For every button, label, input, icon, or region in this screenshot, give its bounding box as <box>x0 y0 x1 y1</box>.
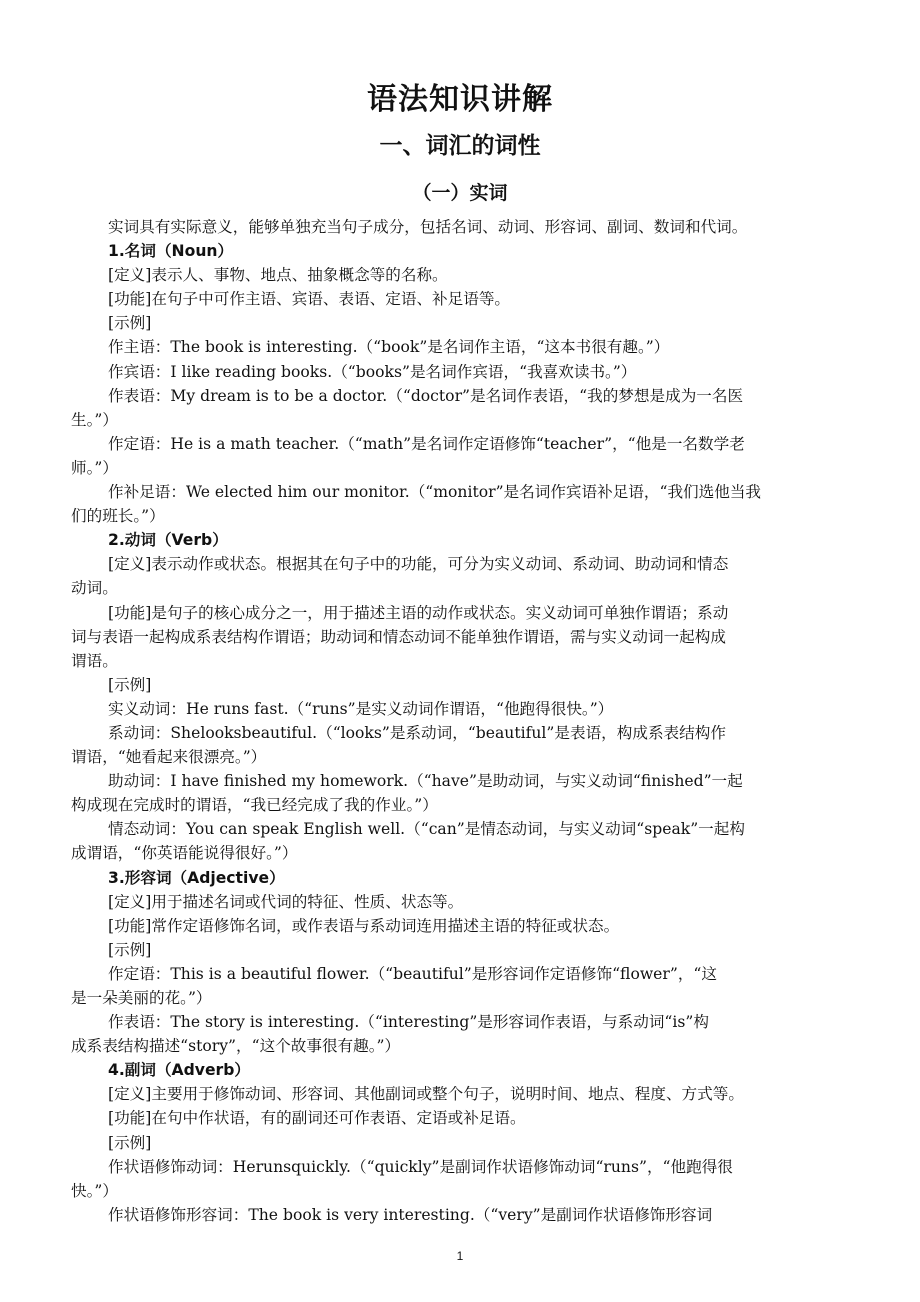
noun-example-attributive: 作定语：He is a math teacher.（“math”是名词作定语修饰“teacher”，“他是一名数学老 <box>108 434 745 453</box>
noun-example-object: 作宾语：I like reading books.（“books”是名词作宾语，“我喜欢读书。”） <box>108 362 637 381</box>
verb-heading: 2.动词（Verb） <box>108 531 228 550</box>
adjective-examples-label: [示例] <box>108 940 152 959</box>
adverb-function: [功能]在句中作状语，有的副词还可作表语、定语或补足语。 <box>108 1109 526 1128</box>
adjective-example-attributive: 作定语：This is a beautiful flower.（“beautiful”是形容词作定语修饰“flower”，“这 <box>108 964 718 983</box>
adverb-examples-label: [示例] <box>108 1133 152 1152</box>
adverb-definition: [定义]主要用于修饰动词、形容词、其他副词或整个句子，说明时间、地点、程度、方式等。 <box>108 1085 744 1104</box>
noun-examples-label: [示例] <box>108 314 152 333</box>
adjective-example-predicative-cont: 成系表结构描述“story”，“这个故事很有趣。”） <box>71 1037 401 1056</box>
verb-function-cont-1: 词与表语一起构成系表结构作谓语；助动词和情态动词不能单独作谓语，需与实义动词一起构成 <box>71 627 726 646</box>
verb-definition-cont: 动词。 <box>71 579 118 598</box>
subsection-title: （一）实词 <box>412 182 508 204</box>
document-title: 语法知识讲解 <box>367 82 553 117</box>
adverb-example-verb-cont: 快。”） <box>71 1181 118 1200</box>
verb-example-auxiliary: 助动词：I have finished my homework.（“have”是助动词，与实义动词“finished”一起 <box>108 772 743 791</box>
noun-example-predicative-cont: 生。”） <box>71 410 118 429</box>
page-number: 1 <box>456 1249 464 1263</box>
adjective-definition: [定义]用于描述名词或代词的特征、性质、状态等。 <box>108 892 464 911</box>
section-title: 一、词汇的词性 <box>379 133 541 159</box>
adverb-example-adjective: 作状语修饰形容词：The book is very interesting.（“very”是副词作状语修饰形容词 <box>108 1205 713 1224</box>
verb-definition: [定义]表示动作或状态。根据其在句子中的功能，可分为实义动词、系动词、助动词和情态 <box>108 555 729 574</box>
adverb-heading: 4.副词（Adverb） <box>108 1061 250 1080</box>
noun-definition: [定义]表示人、事物、地点、抽象概念等的名称。 <box>108 266 448 285</box>
noun-example-attributive-cont: 师。”） <box>71 458 118 477</box>
noun-function: [功能]在句子中可作主语、宾语、表语、定语、补足语等。 <box>108 290 511 309</box>
verb-example-modal: 情态动词：You can speak English well.（“can”是情态动词，与实义动词“speak”一起构 <box>108 820 745 839</box>
verb-example-linking-cont: 谓语，“她看起来很漂亮。”） <box>71 748 267 767</box>
verb-example-main: 实义动词：He runs fast.（“runs”是实义动词作谓语，“他跑得很快。”） <box>108 699 614 718</box>
noun-heading: 1.名词（Noun） <box>108 242 234 261</box>
document-body <box>71 215 861 1227</box>
verb-example-linking: 系动词：Shelooksbeautiful.（“looks”是系动词，“beautiful”是表语，构成系表结构作 <box>108 723 726 742</box>
intro-paragraph: 实词具有实际意义，能够单独充当句子成分，包括名词、动词、形容词、副词、数词和代词。 <box>108 218 748 236</box>
verb-function-cont-2: 谓语。 <box>71 651 118 670</box>
verb-example-auxiliary-cont: 构成现在完成时的谓语，“我已经完成了我的作业。”） <box>71 796 438 815</box>
adjective-example-attributive-cont: 是一朵美丽的花。”） <box>71 989 212 1007</box>
verb-function: [功能]是句子的核心成分之一，用于描述主语的动作或状态。实义动词可单独作谓语；系动 <box>108 603 729 622</box>
adverb-example-verb: 作状语修饰动词：Herunsquickly.（“quickly”是副词作状语修饰动词“runs”，“他跑得很 <box>108 1157 733 1176</box>
noun-example-complement: 作补足语：We elected him our monitor.（“monitor”是名词作宾语补足语，“我们选他当我 <box>108 483 762 502</box>
adjective-example-predicative: 作表语：The story is interesting.（“interesting”是形容词作表语，与系动词“is”构 <box>108 1013 709 1032</box>
adjective-heading: 3.形容词（Adjective） <box>108 868 285 887</box>
verb-example-modal-cont: 成谓语，“你英语能说得很好。”） <box>71 844 298 863</box>
noun-example-predicative: 作表语：My dream is to be a doctor.（“doctor”是名词作表语，“我的梦想是成为一名医 <box>108 386 744 405</box>
adjective-function: [功能]常作定语修饰名词，或作表语与系动词连用描述主语的特征或状态。 <box>108 916 620 935</box>
noun-example-complement-cont: 们的班长。”） <box>71 507 165 526</box>
noun-example-subject: 作主语：The book is interesting.（“book”是名词作主语，“这本书很有趣。”） <box>108 338 670 357</box>
verb-examples-label: [示例] <box>108 675 152 694</box>
